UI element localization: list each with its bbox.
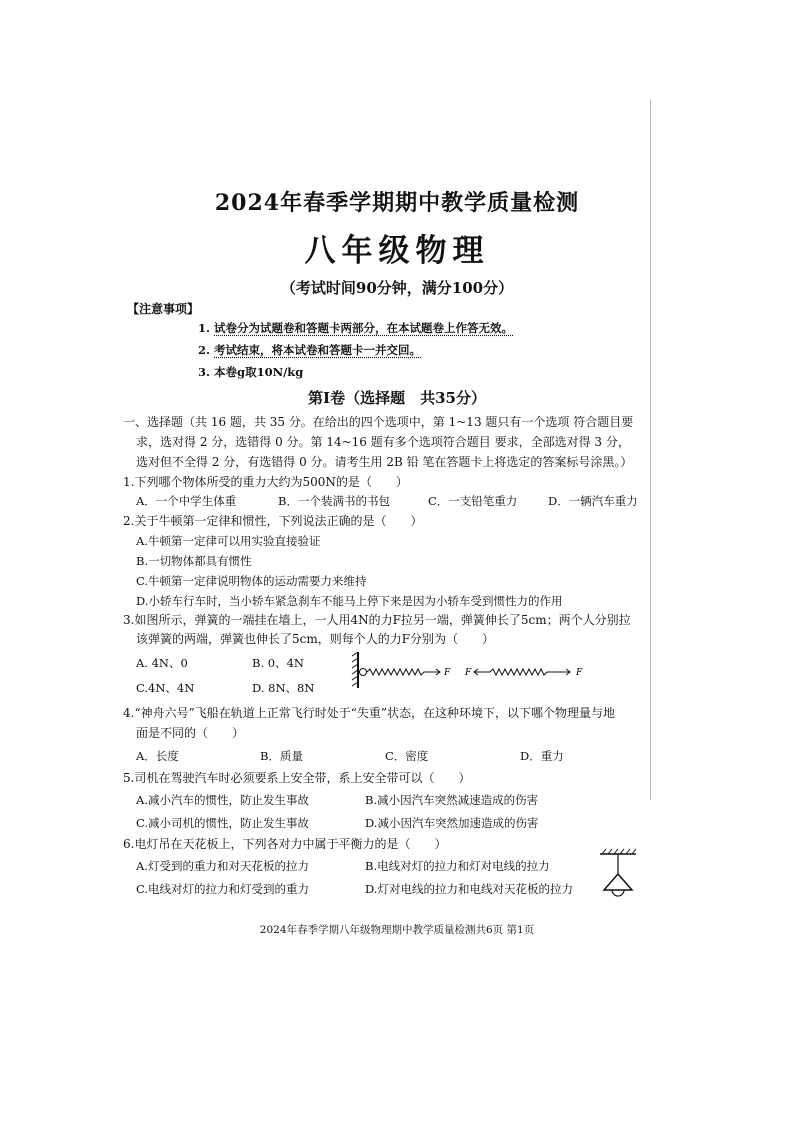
force-label: F — [465, 668, 472, 678]
option-a[interactable]: A.灯受到的重力和对天花板的拉力 — [136, 859, 309, 873]
question-stem: 1.下列哪个物体所受的重力大约为500N的是（ ） — [123, 475, 408, 489]
lampshade-icon — [604, 874, 632, 890]
option-b[interactable]: B.一切物体都具有惯性 — [136, 554, 252, 568]
section-instructions: 求，选对得 2 分，选错得 0 分。第 14~16 题有多个选项符合题目 要求，全部选对得 3 分， — [136, 435, 630, 449]
spring-coil-left — [367, 669, 432, 675]
section-instructions: 一、选择题（共 16 题，共 35 分。在给出的四个选项中，第 1~13 题只有一个选项 符合题目要 — [123, 415, 634, 429]
option-c[interactable]: C.减小司机的惯性，防止发生事故 — [136, 816, 310, 830]
section-title: 第Ⅰ卷（选择题 共35分） — [308, 389, 486, 407]
option-d[interactable]: D. 8N、8N — [252, 681, 315, 695]
option-b[interactable]: B. 0、4N — [252, 656, 304, 670]
question-stem: 该弹簧的两端，弹簧也伸长了5cm，则每个人的力F分别为（ ） — [136, 632, 495, 646]
question-stem: 面是不同的（ ） — [136, 726, 245, 740]
hanging-lamp-figure — [596, 848, 640, 904]
notes-heading: 【注意事项】 — [127, 302, 200, 316]
option-a[interactable]: A.减小汽车的惯性，防止发生事故 — [136, 793, 309, 807]
option-a[interactable]: A．长度 — [136, 749, 179, 763]
hook-ring — [360, 669, 367, 676]
option-a[interactable]: A．一个中学生体重 — [136, 494, 237, 508]
spring-figure — [350, 650, 590, 690]
bulb-icon — [612, 890, 624, 896]
option-b[interactable]: B.电线对灯的拉力和灯对电线的拉力 — [365, 859, 550, 873]
option-b[interactable]: B．一个装满书的书包 — [278, 494, 390, 508]
question-stem: 4.“神舟六号”飞船在轨道上正常飞行时处于“失重”状态，在这种环境下，以下哪个物理量与地 — [123, 706, 615, 720]
option-d[interactable]: D.灯对电线的拉力和电线对天花板的拉力 — [365, 882, 573, 896]
arrow-right-icon — [560, 669, 570, 675]
option-c[interactable]: C．密度 — [385, 749, 429, 763]
arrow-right-icon — [432, 669, 440, 675]
question-stem: 2.关于牛顿第一定律和惯性，下列说法正确的是（ ） — [123, 514, 423, 528]
question-stem: 6.电灯吊在天花板上，下列各对力中属于平衡力的是（ ） — [123, 837, 447, 851]
option-a[interactable]: A.牛顿第一定律可以用实验直接验证 — [136, 534, 321, 548]
force-label: F — [444, 668, 451, 678]
option-d[interactable]: D．重力 — [520, 749, 564, 763]
note-item: 3. 本卷g取10N/kg — [198, 365, 304, 379]
option-b[interactable]: B.减小因汽车突然减速造成的伤害 — [365, 793, 539, 807]
option-d[interactable]: D.减小因汽车突然加速造成的伤害 — [365, 816, 539, 830]
option-c[interactable]: C.牛顿第一定律说明物体的运动需要力来维持 — [136, 574, 367, 588]
section-instructions: 选对但不全得 2 分，有选错得 0 分。请考生用 2B 铅 笔在答题卡上将选定的答案标号涂黑。） — [136, 455, 633, 469]
option-a[interactable]: A. 4N、0 — [136, 656, 188, 670]
spring-coil-right — [484, 669, 560, 675]
question-stem: 5.司机在驾驶汽车时必须要系上安全带，系上安全带可以（ ） — [123, 771, 471, 785]
note-item: 2. 考试结束，将本试卷和答题卡一并交回。 — [198, 343, 422, 357]
option-b[interactable]: B．质量 — [260, 749, 303, 763]
option-c[interactable]: C．一支铅笔重力 — [428, 494, 518, 508]
page-footer: 2024年春季学期八年级物理期中教学质量检测共6页 第1页 — [259, 924, 535, 936]
force-label: F — [576, 668, 583, 678]
option-d[interactable]: D．一辆汽车重力 — [548, 494, 638, 508]
option-d[interactable]: D.小轿车行车时，当小轿车紧急刹车不能马上停下来是因为小轿车受到惯性力的作用 — [136, 594, 563, 608]
option-c[interactable]: C.4N、4N — [136, 681, 195, 695]
option-c[interactable]: C.电线对灯的拉力和灯受到的重力 — [136, 882, 310, 896]
note-item: 1. 试卷分为试题卷和答题卡两部分，在本试题卷上作答无效。 — [198, 321, 514, 335]
subject-title: 八年级物理 — [304, 233, 490, 269]
exam-info: （考试时间90分钟，满分100分） — [280, 279, 514, 297]
question-stem: 3.如图所示，弹簧的一端挂在墙上，一人用4N的力F拉另一端，弹簧伸长了5cm；两个人分别拉 — [123, 613, 631, 627]
arrow-left-icon — [474, 669, 484, 675]
exam-title: 2024年春季学期期中教学质量检测 — [214, 190, 580, 216]
